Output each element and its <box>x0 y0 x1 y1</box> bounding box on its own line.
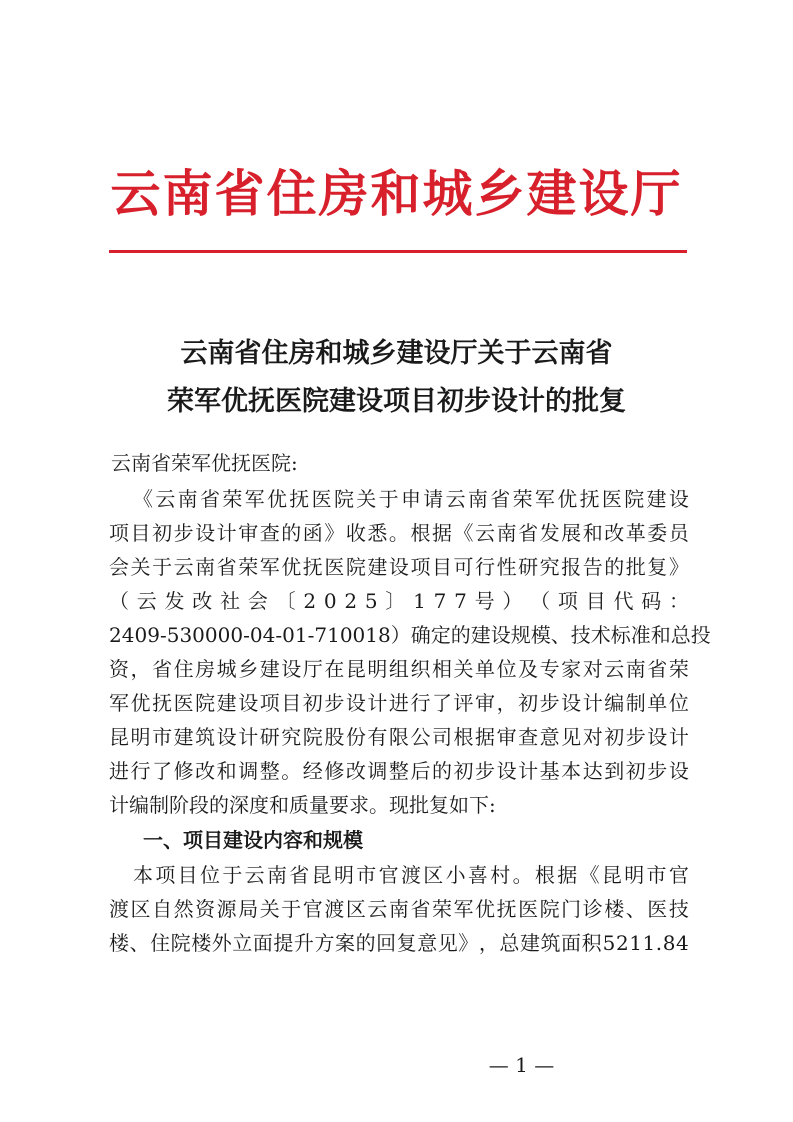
body-line: 计编制阶段的深度和质量要求。现批复如下: <box>109 793 496 817</box>
body-line: 楼 、 住 院 楼 外 立 面 提 升 方 案 的 回 复 意 见 》 ， 总 建 筑 面 积 5 2 1 1 . 8 4 <box>109 931 689 955</box>
body-line: 会 关 于 云 南 省 荣 军 优 抚 医 院 建 设 项 目 可 行 性 研 究 报 告 的 批 复 》 <box>109 555 689 579</box>
red-divider-rule <box>109 250 687 253</box>
body-line: 项 目 初 步 设 计 审 查 的 函 》 收 悉 。 根 据 《 云 南 省 发 展 和 改 革 委 员 <box>109 521 689 545</box>
document-title <box>0 330 793 426</box>
section-heading: 一、项目建设内容和规模 <box>143 828 363 852</box>
agency-masthead: 云南省住房和城乡建设厅 <box>110 164 683 223</box>
page-number: — 1 — <box>488 1053 555 1077</box>
document-body <box>109 482 711 960</box>
body-line: 资 ， 省 住 房 城 乡 建 设 厅 在 昆 明 组 织 相 关 单 位 及 专 家 对 云 南 省 荣 <box>109 657 689 681</box>
body-line: 进 行 了 修 改 和 调 整 。 经 修 改 调 整 后 的 初 步 设 计 基 本 达 到 初 步 设 <box>109 759 689 783</box>
salutation: 云南省荣军优抚医院: <box>111 451 298 475</box>
title-line-1: 云南省住房和城乡建设厅关于云南省 <box>180 338 613 369</box>
body-line: 昆 明 市 建 筑 设 计 研 究 院 股 份 有 限 公 司 根 据 审 查 意 见 对 初 步 设 计 <box>109 725 689 749</box>
title-line-2: 荣军优抚医院建设项目初步设计的批复 <box>167 386 626 417</box>
body-line: （ 云 发 改 社 会 〔 2 0 2 5 〕 1 7 7 号 ） （ 项 目 代 码 ： <box>109 589 689 613</box>
body-line: 渡 区 自 然 资 源 局 关 于 官 渡 区 云 南 省 荣 军 优 抚 医 院 门 诊 楼 、 医 技 <box>109 897 689 921</box>
body-line: 军 优 抚 医 院 建 设 项 目 初 步 设 计 进 行 了 评 审 ， 初 步 设 计 编 制 单 位 <box>109 691 689 715</box>
body-line: 本 项 目 位 于 云 南 省 昆 明 市 官 渡 区 小 喜 村 。 根 据 《 昆 明 市 官 <box>133 863 689 887</box>
body-line: 《 云 南 省 荣 军 优 抚 医 院 关 于 申 请 云 南 省 荣 军 优 抚 医 院 建 设 <box>133 487 689 511</box>
body-line: 2 4 0 9 - 5 3 0 0 0 0 - 0 4 - 0 1 - 7 1 0 0 1 8 ） 确 定 的 建 设 规 模 、 技 术 标 准 和 总 投 <box>109 623 711 647</box>
